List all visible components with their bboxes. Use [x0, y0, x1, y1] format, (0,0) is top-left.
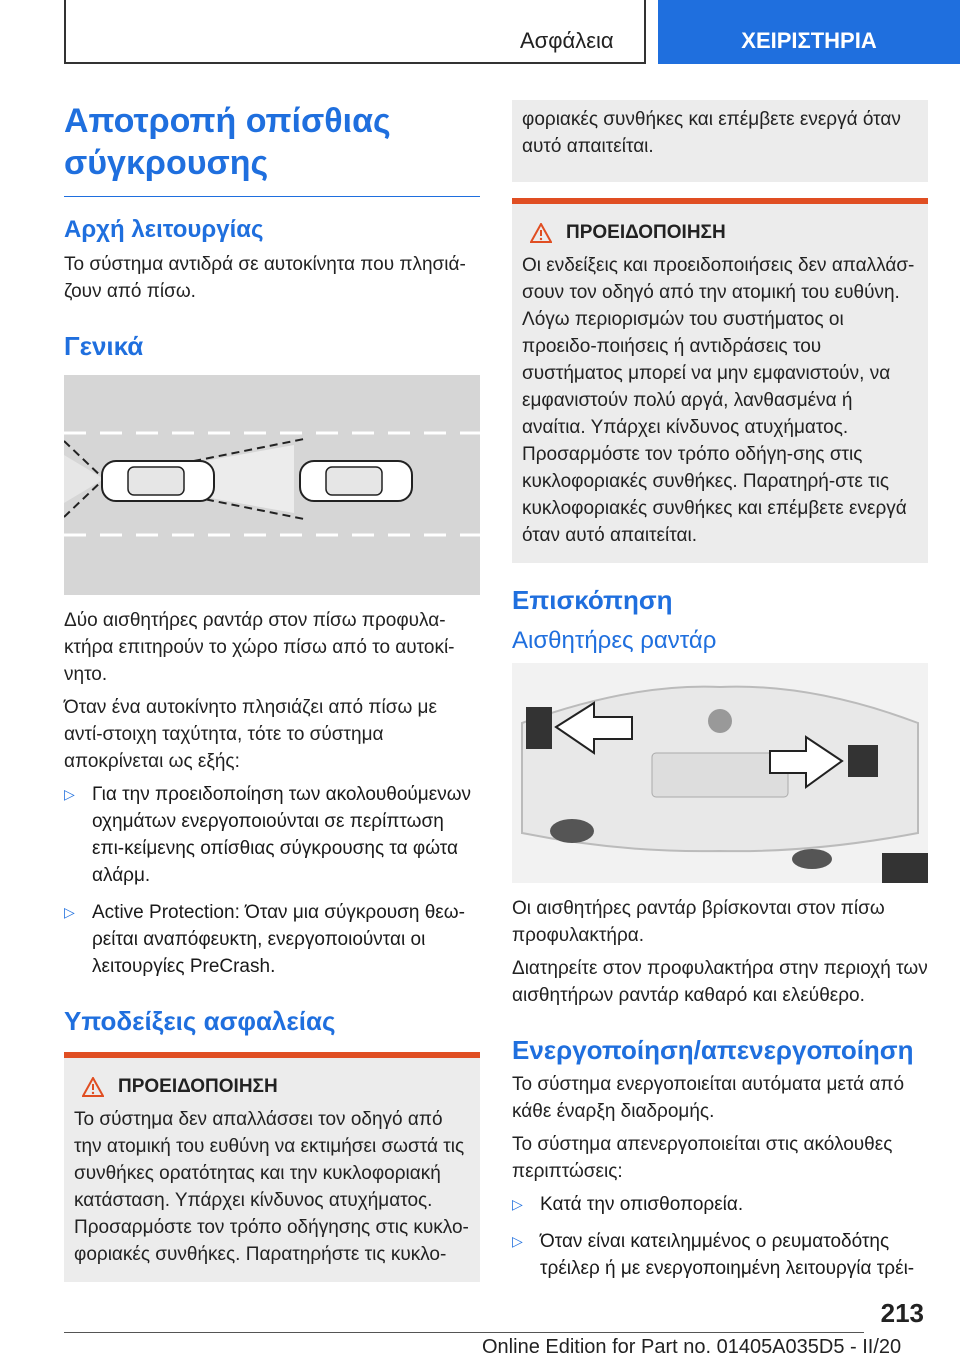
principle-text: Το σύστημα αντιδρά σε αυτοκίνητα που πλησιά-ζουν από πίσω.: [64, 254, 466, 302]
warning-triangle-icon: [530, 223, 552, 243]
activation-text-2: Το σύστημα απενεργοποιείται στις ακόλουθες περιπτώσεις:: [512, 1134, 893, 1182]
warning-text: Το σύστημα δεν απαλλάσσει τον οδηγό από την ατομική του ευθύνη να εκτιμήσει σωστά τις συνθήκες ορατότητας και την κυκλοφοριακή κατάσταση. Υπάρχει κίνδυνος ατυχήματος. Προσαρμόστε τον τρόπο οδήγησης στις κυκλο-φοριακές συνθήκες. Παρατηρήστε τις κυκλο-: [74, 1109, 469, 1265]
radar-diagram-svg: [64, 375, 480, 595]
reaction-list: [64, 781, 480, 980]
footer-divider: [64, 1332, 864, 1333]
sensors-text-1: Οι αισθητήρες ραντάρ βρίσκονται στον πίσω προφυλακτήρα.: [512, 898, 885, 946]
warning-triangle-icon: [82, 1077, 104, 1097]
list-item: ▷ Active Protection: Όταν μια σύγκρουση θεω-ρείται αναπόφευκτη, ενεργοποιούνται οι λειτουργίες PreCrash.: [64, 899, 480, 980]
warning-title: ΠΡΟΕΙΔΟΠΟΙΗΣΗ: [566, 222, 726, 243]
list-item: ▷ Για την προειδοποίηση των ακολουθούμενων οχημάτων ενεργοποιούνται σε περίπτωση επι-κείμενης οπίσθιας σύγκρουσης τα φώτα αλάρμ.: [64, 781, 480, 889]
list-item: ▷ Κατά την οπισθοπορεία.: [512, 1191, 928, 1218]
right-column: [512, 100, 928, 1292]
heading-activation: Ενεργοποίηση/απενεργοποίηση: [512, 1035, 914, 1065]
heading-principle: Αρχή λειτουργίας: [64, 216, 264, 243]
footer-edition: Online Edition for Part no. 01405A035D5 - II/20: [482, 1336, 902, 1358]
warning-box: [64, 1052, 480, 1282]
car-own-icon: [300, 461, 412, 501]
car-following-icon: [102, 461, 214, 501]
general-text-2: Όταν ένα αυτοκίνητο πλησιάζει από πίσω με αντί-στοιχη ταχύτητα, τότε το σύστημα αποκρίνεται ως εξής:: [64, 697, 437, 772]
warning-continuation: [512, 100, 928, 182]
radar-diagram-figure: [64, 375, 480, 595]
heading-general: Γενικά: [64, 331, 144, 361]
warning-text: Οι ενδείξεις και προειδοποιήσεις δεν απαλλάσ-σουν τον οδηγό από την ατομική του ευθύνη. Λόγω περιορισμών του συστήματος οι προειδο-ποιήσεις ή αντιδράσεις του συστήματος μπορεί να μην εμφανιστούν, να εμφανιστούν πολύ αργά, λανθασμένα ή αναίτια. Υπάρχει κίνδυνος ατυχήματος. Προσαρμόστε τον τρόπο οδήγη-σης στις κυκλοφοριακές συνθήκες. Παρατηρή-στε τις κυκλοφοριακές συνθήκες και επέμβετε ενεργά όταν αυτό απαιτείται.: [522, 255, 915, 546]
header-section-title: Ασφάλεια: [520, 28, 614, 53]
deactivation-list: [512, 1191, 928, 1282]
warning-continuation-text: φοριακές συνθήκες και επέμβετε ενεργά όταν αυτό απαιτείται.: [522, 109, 901, 157]
left-column: [64, 100, 480, 1282]
page-number: 213: [880, 1298, 924, 1328]
warning-title: ΠΡΟΕΙΔΟΠΟΙΗΣΗ: [118, 1076, 278, 1097]
heading-radar-sensors: Αισθητήρες ραντάρ: [512, 627, 717, 654]
activation-text-1: Το σύστημα ενεργοποιείται αυτόματα μετά από κάθε έναρξη διαδρομής.: [512, 1074, 905, 1122]
heading-safety: Υποδείξεις ασφαλείας: [64, 1006, 336, 1036]
sensors-text-2: Διατηρείτε στον προφυλακτήρα στην περιοχή των αισθητήρων ραντάρ καθαρό και ελεύθερο.: [512, 958, 928, 1006]
list-item: ▷ Όταν είναι κατειλημμένος ο ρευματοδότης τρέιλερ ή με ενεργοποιημένη λειτουργία τρέι-: [512, 1228, 928, 1282]
bumper-sensors-figure: [512, 663, 928, 883]
page-title: Αποτροπή οπίσθιας σύγκρουσης: [64, 100, 480, 197]
heading-overview: Επισκόπηση: [512, 585, 673, 615]
bumper-sensors-svg: [512, 663, 928, 883]
warning-box: [512, 198, 928, 563]
general-text-1: Δύο αισθητήρες ραντάρ στον πίσω προφυλα-κτήρα επιτηρούν το χώρο πίσω από το αυτοκί-νητο.: [64, 610, 455, 685]
header-chapter-tab[interactable]: ΧΕΙΡΙΣΤΗΡΙΑ: [658, 0, 960, 64]
